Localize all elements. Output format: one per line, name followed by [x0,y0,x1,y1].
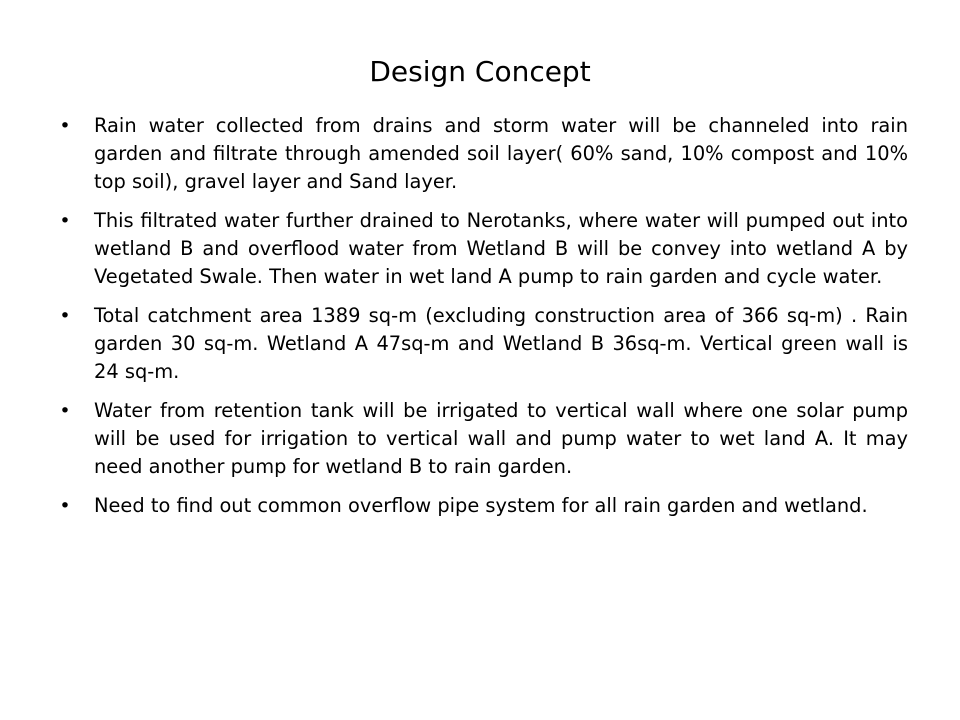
bullet-marker: • [59,495,71,517]
bullet-item [59,492,908,520]
bullet-marker: • [59,305,71,327]
bullet-list [59,112,908,531]
bullet-item [59,112,908,196]
bullet-text: Rain water collected from drains and storm water will be channeled into rain garden and filtrate through amended soil layer( 60% sand, 10% compost and 10% top soil), gravel layer and Sand layer. [94,114,908,193]
bullet-marker: • [59,115,71,137]
bullet-item [59,397,908,481]
bullet-text: Need to find out common overflow pipe system for all rain garden and wetland. [94,494,868,517]
slide-title: Design Concept [369,55,591,88]
bullet-text: This filtrated water further drained to Nerotanks, where water will pumped out into wetland B and overflood water from Wetland B will be convey into wetland A by Vegetated Swale. Then water in wet land A pump to rain garden and cycle water. [94,209,908,288]
bullet-marker: • [59,210,71,232]
bullet-text: Water from retention tank will be irrigated to vertical wall where one solar pump will be used for irrigation to vertical wall and pump water to wet land A. It may need another pump for wetland B to rain garden. [94,399,908,478]
bullet-item [59,207,908,291]
bullet-text: Total catchment area 1389 sq-m (excluding construction area of 366 sq-m) . Rain garden 30 sq-m. Wetland A 47sq-m and Wetland B 36sq-m. Vertical green wall is 24 sq-m. [94,304,908,383]
bullet-marker: • [59,400,71,422]
bullet-item [59,302,908,386]
